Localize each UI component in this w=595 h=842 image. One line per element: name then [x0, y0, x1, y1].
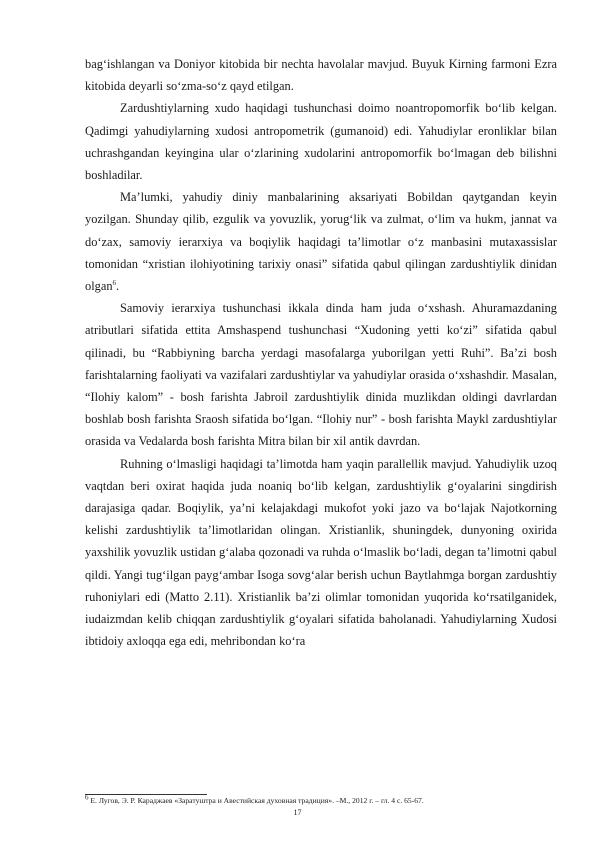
footnote-text: Е. Лугов, Э. Р. Караджаев «Заратуштра и Авестийская духовная традиция». –М., 2012 г. – гл. 4 с. 65-67.	[88, 796, 424, 805]
paragraph-5: Ruhning o‘lmasligi haqidagi ta’limotda ham yaqin parallellik mavjud. Yahudiylik uzoq vaqtdan beri oxirat haqida juda noaniq bo‘lib kelgan, zardushtiylik g‘oyalarini singdirish darajasiga qadar. Boqiylik, ya’ni kelajakdagi mukofot yoki jazo va bo‘lajak Najotkorning kelishi zardushtiylik ta’limotlaridan olingan. Xristianlik, shuningdek, dunyoning oxirida yaxshilik yovuzlik ustidan g‘alaba qozonadi va ruhda o‘lmaslik bo‘ladi, degan ta’limotni qabul qildi. Yangi tug‘ilgan payg‘ambar Isoga sovg‘alar berish uchun Baytlahmga borgan zardushtiy ruhoniylari edi (Matto 2.11). Xristianlik ba’zi olimlar tomonidan yuqorida ko‘rsatilganidek, iudaizmdan kelib chiqqan zardushtiylik g‘oyalari sifatida baholanadi. Yahudiylarning Xudosi ibtidoiy axloqqa ega edi, mehribondan ko‘ra	[85, 456, 557, 649]
paragraph-3	[85, 186, 557, 297]
paragraph-4: Samoviy ierarxiya tushunchasi ikkala dinda ham juda o‘xshash. Ahuramazdaning atributlari sifatida ettita Amshaspend tushunchasi “Xudoning yetti ko‘zi” sifatida qabul qilinadi, bu “Rabbiyning barcha yerdagi masofalarga yuborilgan yetti Ruhi”. Ba’zi bosh farishtalarning faoliyati va vazifalari zardushtiylar va yahudiylar orasida o‘xshashdir. Masalan, “Ilohiy kalom” - bosh farishta Jabroil zardushtiylik dinida muzlikdan oldingi davrlardan boshlab bosh farishta Sraosh sifatida bo‘lgan. “Ilohiy nur” - bosh farishta Maykl zardushtiylar orasida va Vedalarda bosh farishta Mitra bilan bir xil antik davrdan.	[85, 301, 557, 449]
footnote-marker: 6	[85, 793, 89, 802]
footnote	[85, 793, 557, 806]
footnote-divider	[85, 794, 207, 795]
footnote-reference[interactable]: 6	[112, 278, 117, 287]
page-number: 17	[293, 808, 302, 817]
paragraph-2: Zardushtiylarning xudo haqidagi tushunchasi doimo noantropomorfik bo‘lib kelgan. Qadimgi yahudiylarning xudosi antropometrik (gumanoid) edi. Yahudiylar eronliklar bilan uchrashgandan keyingina ular o‘zlarining xudolarini antropomorfik bo‘lmagan deb bilishni boshladilar.	[85, 101, 557, 183]
paragraph-3-end: .	[116, 279, 120, 294]
paragraph-3-text: Ma’lumki, yahudiy diniy manbalarining aksariyati Bobildan qaytgandan keyin yozilgan. Shunday qilib, ezgulik va yovuzlik, yorug‘lik va zulmat, o‘lim va hukm, jannat va do‘zax, samoviy ierarxiya va boqiylik haqidagi ta’limotlar o‘z manbasini mutaxassislar tomonidan “xristian ilohiyotining tarixiy onasi” sifatida qabul qilingan zardushtiylik dinidan olgan	[85, 190, 557, 294]
document-body	[85, 53, 557, 652]
paragraph-1: bag‘ishlangan va Doniyor kitobida bir nechta havolalar mavjud. Buyuk Kirning farmoni Ezra kitobida deyarli so‘zma-so‘z qayd etilgan.	[85, 57, 557, 94]
